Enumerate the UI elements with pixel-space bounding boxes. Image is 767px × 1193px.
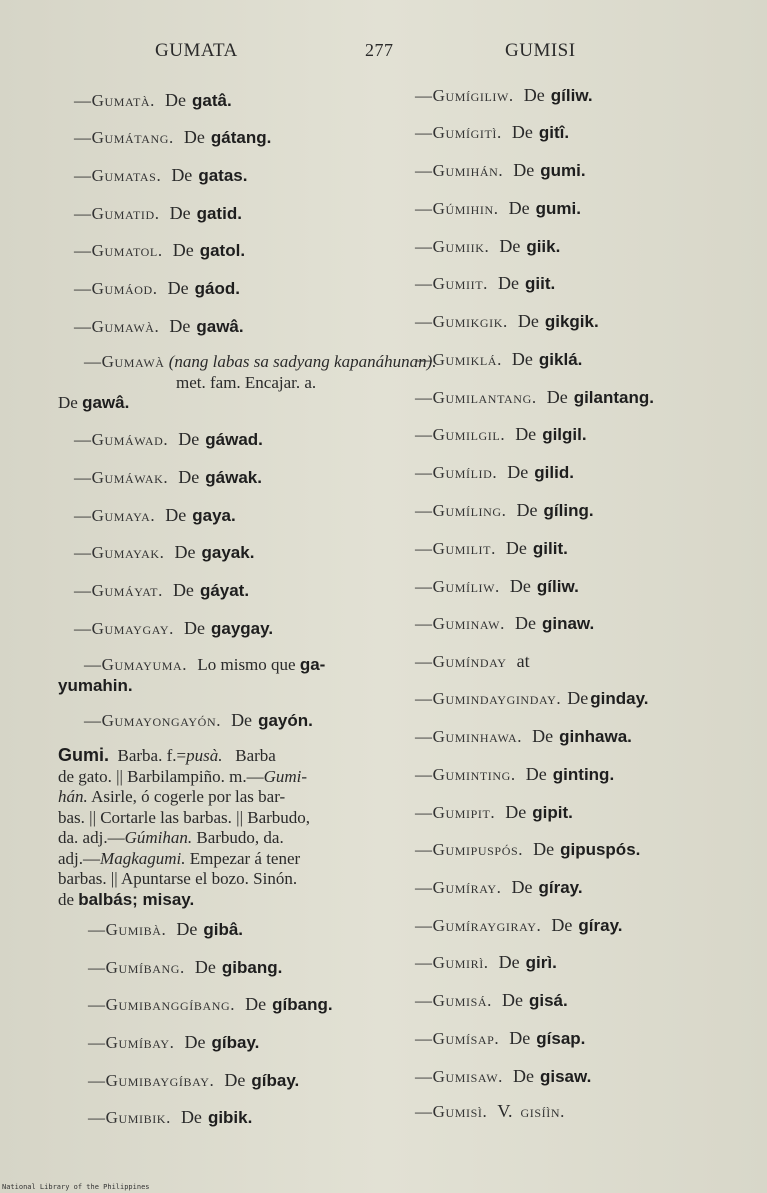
entry: —Gumíbang. De gibang. — [88, 957, 283, 977]
entry: —Gumáwak. De gáwak. — [74, 467, 262, 487]
entry-gumawa-idiom: —Gumawà (nang labas sa sadyang kapanáhunan). met. fam. Encajar. a. De gawâ. — [58, 352, 437, 412]
page-number: 277 — [365, 40, 394, 60]
entry: —Gumiik. De giik. — [415, 236, 561, 256]
entry: —Gumiklá. De giklá. — [415, 349, 583, 369]
entry-gumi: Gumi. Barba. f.=pusà. Barba de gato. || Barbilampiño. m.—Gumi- hán. Asirle, ó cogerle por las bar- bas. || Cortarle las barbas. || Barbudo, da. adj.—Gúmihan. Barbudo, da. adj.—Magkagumi. Empezar á tener barbas. || Apuntarse el bozo. Sinón. de balbás; misay. — [58, 745, 311, 909]
entry: —Gumátang. De gátang. — [74, 127, 272, 147]
entry: —Gumihán. De gumi. — [415, 160, 586, 180]
entry: —Gumipuspós. De gipuspós. — [415, 839, 641, 859]
entry: —Gumilit. De gilit. — [415, 538, 568, 558]
running-head-left: GUMATA — [155, 40, 238, 61]
entry: —Gumisaw. De gisaw. — [415, 1066, 592, 1086]
entry: —Guminting. De ginting. — [415, 764, 615, 784]
entry: —Gumatid. De gatid. — [74, 203, 242, 223]
entry: —Gumindayginday. De ginday. — [415, 688, 649, 708]
entry: —Gumaya. De gaya. — [74, 505, 236, 525]
entry: —Gumatà. De gatâ. — [74, 90, 232, 110]
entry: —Gumatol. De gatol. — [74, 240, 246, 260]
entry: —Guminaw. De ginaw. — [415, 613, 595, 633]
entry: —Gumisì. V. gisíìn. — [415, 1101, 565, 1121]
entry: —Gumilgil. De gilgil. — [415, 424, 587, 444]
entry: —Gumílid. De gilid. — [415, 462, 574, 482]
entry: —Gúmihin. De gumi. — [415, 198, 581, 218]
entry: —Gumayak. De gayak. — [74, 542, 255, 562]
entry: —Gumiit. De giit. — [415, 273, 556, 293]
entry: —Gumawà. De gawâ. — [74, 316, 244, 336]
entry: —Gumínday at — [415, 651, 530, 671]
entry: —Gumíling. De gíling. — [415, 500, 594, 520]
entry: —Gumibà. De gibâ. — [88, 919, 244, 939]
entry: —Gumibik. De gibik. — [88, 1107, 253, 1127]
entry: —Gumibaygíbay. De gíbay. — [88, 1070, 300, 1090]
entry: —Gumisá. De gisá. — [415, 990, 568, 1010]
entry: —Gumíbay. De gíbay. — [88, 1032, 260, 1052]
entry: —Gumilantang. De gilantang. — [415, 387, 654, 407]
entry: —Gumáwad. De gáwad. — [74, 429, 263, 449]
entry: —Gumígiliw. De gíliw. — [415, 85, 593, 105]
entry: —Gumáod. De gáod. — [74, 278, 241, 298]
entry: —Gumipit. De gipit. — [415, 802, 573, 822]
entry: —Gumatas. De gatas. — [74, 165, 248, 185]
entry: —Gumaygay. De gaygay. — [74, 618, 274, 638]
entry: —Gumibanggíbang. De gíbang. — [88, 994, 333, 1014]
entry: —Gumíraygiray. De gíray. — [415, 915, 623, 935]
entry: —Gumíliw. De gíliw. — [415, 576, 579, 596]
entry-gumayuma: —Gumayuma. Lo mismo que ga- yumahin. — [58, 655, 326, 695]
footer-credit: National Library of the Philippines — [2, 1183, 150, 1191]
running-head-right: GUMISI — [505, 40, 576, 61]
entry: —Gumirì. De girì. — [415, 952, 557, 972]
entry: —Gumígitì. De gitî. — [415, 122, 570, 142]
entry: —Gumayongayón. De gayón. — [84, 710, 313, 730]
entry: —Guminhawa. De ginhawa. — [415, 726, 632, 746]
entry: —Gumáyat. De gáyat. — [74, 580, 250, 600]
entry: —Gumikgik. De gikgik. — [415, 311, 599, 331]
entry: —Gumíray. De gíray. — [415, 877, 583, 897]
entry: —Gumísap. De gísap. — [415, 1028, 586, 1048]
